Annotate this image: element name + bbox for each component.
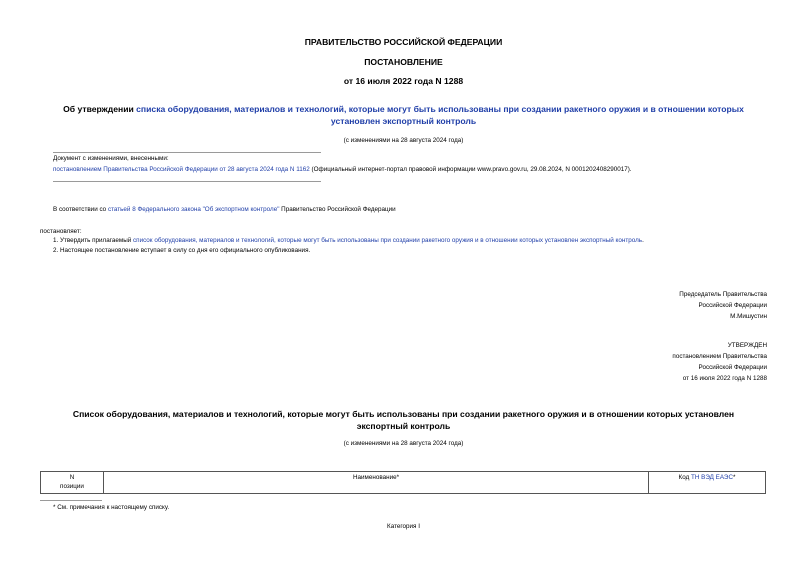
column-header-position-line2: позиции — [60, 482, 84, 490]
approval-line-1: УТВЕРЖДЕН — [727, 342, 767, 349]
approval-line-4: от 16 июля 2022 года N 1288 — [682, 375, 767, 382]
table-header-row — [41, 472, 766, 494]
decides-text: постановляет: — [40, 228, 82, 235]
items-table — [40, 471, 766, 494]
amendments-top-rule — [53, 152, 321, 153]
amendments-intro: Документ с изменениями, внесенными: — [53, 155, 169, 162]
decision-item-2: 2. Настоящее постановление вступает в силу со дня его официального опубликования. — [53, 247, 311, 254]
document-type: ПОСТАНОВЛЕНИЕ — [364, 57, 443, 67]
preamble-suffix: Правительство Российской Федерации — [279, 206, 396, 213]
code-suffix: * — [733, 474, 736, 481]
amendment-decree-link[interactable]: постановлением Правительства Российской Федерации от 28 августа 2024 года N 1162 — [53, 166, 310, 173]
item1-prefix: 1. Утвердить прилагаемый — [53, 237, 134, 244]
footnote: * См. примечания к настоящему списку. — [53, 504, 170, 511]
approval-line-2: постановлением Правительства — [672, 353, 767, 360]
amendments-bottom-rule — [53, 181, 321, 182]
column-header-code — [649, 472, 766, 494]
category-heading: Категория I — [387, 523, 420, 530]
list-changes-note: (с изменениями на 28 августа 2024 года) — [343, 440, 464, 447]
column-header-name: Наименование* — [104, 472, 649, 494]
document-date-number: от 16 июля 2022 года N 1288 — [343, 76, 464, 86]
law-article-link[interactable]: статьей 8 Федерального закона "Об экспортном контроле" — [107, 206, 280, 213]
item1-list-link[interactable]: список оборудования, материалов и технологий, которые могут быть использованы при создании ракетного оружия и в отношении которых установлен экспортный контроль — [133, 237, 643, 244]
title-changes-note: (с изменениями на 28 августа 2024 года) — [343, 137, 464, 144]
decision-item-1 — [53, 237, 644, 244]
signature-line-2: Российской Федерации — [698, 302, 767, 309]
preamble-prefix: В соответствии со — [53, 206, 108, 213]
tnved-link[interactable]: ТН ВЭД ЕАЭС — [691, 474, 734, 481]
government-heading: ПРАВИТЕЛЬСТВО РОССИЙСКОЙ ФЕДЕРАЦИИ — [304, 37, 503, 47]
signature-block — [679, 289, 767, 322]
list-title: Список оборудования, материалов и технологий, которые могут быть использованы при создании ракетного оружия и в отношении которых установлен экспортный контроль — [72, 409, 735, 431]
amendments-entry — [53, 166, 632, 173]
approval-line-3: Российской Федерации — [698, 364, 767, 371]
title-prefix: Об утверждении — [63, 104, 137, 114]
column-header-position — [41, 472, 104, 494]
footnote-rule — [40, 500, 102, 501]
approval-block — [672, 340, 767, 384]
code-prefix: Код — [678, 474, 691, 481]
signature-name: М.Мишустин — [730, 313, 767, 320]
amendment-source: (Официальный интернет-портал правовой информации www.pravo.gov.ru, 29.08.2024, N 0001202408290017). — [309, 166, 632, 173]
document-title — [40, 104, 767, 127]
title-list-link[interactable]: списка оборудования, материалов и технологий, которые могут быть использованы при создании ракетного оружия и в отношении которых установлен экспортный контроль — [136, 104, 744, 126]
signature-line-1: Председатель Правительства — [679, 291, 767, 298]
preamble — [53, 206, 396, 213]
item1-suffix: . — [642, 237, 644, 244]
column-header-position-line1: N — [69, 474, 75, 481]
